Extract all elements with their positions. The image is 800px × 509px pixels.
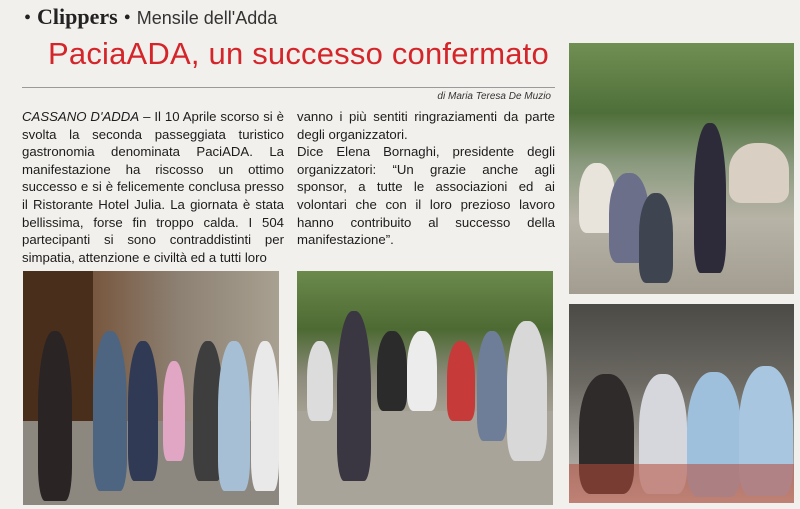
person-figure <box>407 331 437 411</box>
photo-group-seated <box>569 43 794 294</box>
photo-volunteers <box>569 304 794 503</box>
section-name: Mensile dell'Adda <box>136 8 278 28</box>
person-figure <box>477 331 507 441</box>
person-figure <box>163 361 185 461</box>
person-figure <box>251 341 279 491</box>
article-column-1 <box>22 108 284 266</box>
photo-audience-under-trees <box>297 271 553 505</box>
person-figure <box>694 123 726 273</box>
masthead-bullet-2: • <box>123 7 131 29</box>
column-1-paragraph <box>22 108 284 266</box>
table-with-goods <box>569 464 794 503</box>
person-figure <box>507 321 547 461</box>
photo-tour-group-courtyard <box>23 271 279 505</box>
person-figure <box>729 143 789 203</box>
person-figure <box>639 193 673 283</box>
article-headline: PaciaADA, un successo confermato <box>48 36 549 71</box>
person-figure <box>38 331 72 501</box>
headline-rule <box>22 87 555 88</box>
column-2-paragraph-1: vanno i più sentiti ringraziamenti da parte degli organizzatori. <box>297 109 555 142</box>
article-column-2 <box>297 108 555 249</box>
person-figure <box>93 331 127 491</box>
person-figure <box>447 341 475 421</box>
person-figure <box>377 331 407 411</box>
article-dateline: CASSANO D'ADDA <box>22 109 140 124</box>
masthead <box>24 4 277 30</box>
person-figure <box>337 311 371 481</box>
masthead-bullet: • <box>24 7 32 29</box>
person-figure <box>128 341 158 481</box>
person-figure <box>218 341 250 491</box>
publication-name: Clippers <box>37 4 118 29</box>
person-figure <box>307 341 333 421</box>
column-2-paragraph-2: Dice Elena Bornaghi, presidente degli organizzatori: “Un grazie anche agli sponsor, a tutte le associazioni ed ai volontari che con il loro prezioso lavoro hanno contribuito al successo della manifestazione”. <box>297 144 555 248</box>
column-1-text: – Il 10 Aprile scorso si è svolta la seconda passeggiata turistico gastronomia denominata PaciADA. La manifestazione ha riscosso un ottimo successo e si è felicemente conclusa presso il Ristorante Hotel Julia. La giornata è stata bellissima, forse fin troppo calda. I 504 partecipanti si sono contraddistinti per simpatia, attenzione e civiltà ed a tutti loro <box>22 109 284 265</box>
article-byline: di Maria Teresa De Muzio <box>437 91 551 102</box>
